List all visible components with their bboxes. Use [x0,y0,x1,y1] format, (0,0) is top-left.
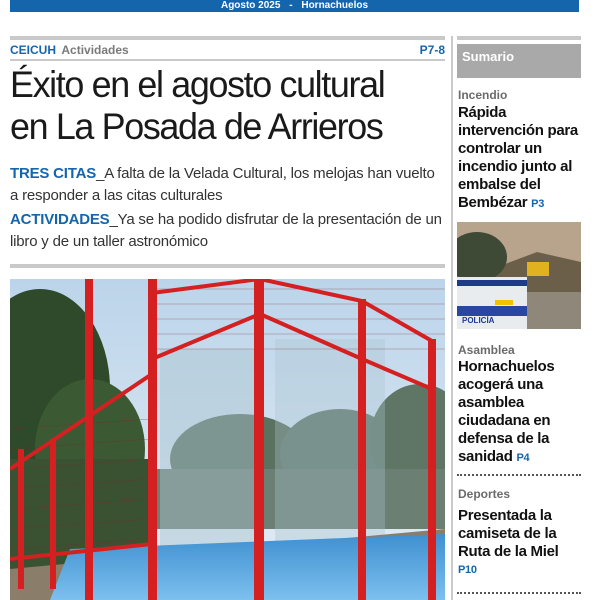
sidebar-page-3: P10 [458,564,477,576]
deck-1-keyword: TRES CITAS [10,165,97,182]
sidebar-dotted-divider-bottom [457,592,581,594]
sidebar-kicker-3: Deportes [458,487,511,501]
padel-court-photo [10,279,445,600]
headline-line-2: en La Posada de Arrieros [10,106,383,147]
masthead-bar [0,0,600,14]
sidebar-headline-2 [458,358,582,467]
sidebar-kicker-1: Incendio [458,88,508,102]
masthead-separator: - [289,0,293,11]
sidebar-kicker-2: Asamblea [458,343,515,357]
sidebar-dotted-divider [457,474,581,476]
issue-date: Agosto 2025 [220,0,281,11]
photo-rule [10,264,445,268]
sidebar-headline-3-text: Presentada la camiseta de la Ruta de la Miel [458,507,559,560]
page-reference: P7-8 [419,43,445,57]
sidebar-headline-2-text: Hornachuelos acogerá una asamblea ciudadana en defensa de la sanidad [458,358,555,465]
sidebar-page-2: P4 [516,452,530,464]
masthead-strip [10,0,579,12]
police-label: POLICÍA [462,316,495,325]
section-rule [10,36,445,40]
deck-2 [10,209,446,253]
town-name: Hornachuelos [301,0,369,11]
fire-scene-photo [457,222,581,329]
sidebar-rule [457,36,581,40]
deck-2-text: _Ya se ha podido disfrutar de la presentación de un libro y de un taller astronómico [10,211,442,250]
section-name: CEICUH [10,43,57,57]
sidebar-page-1: P3 [531,198,545,210]
article-headline [10,64,437,148]
column-divider [451,36,453,600]
subsection-name: Actividades [61,43,129,57]
deck-2-keyword: ACTIVIDADES [10,211,110,228]
sidebar-headline-3 [458,507,582,579]
section-label [10,43,445,61]
headline-line-1: Éxito en el agosto cultural [10,64,385,105]
sidebar-title: Sumario [457,44,581,78]
sidebar-headline-1-text: Rápida intervención para controlar un incendio junto al embalse del Bembézar [458,104,578,211]
deck-1 [10,163,446,207]
deck-1-text: _A falta de la Velada Cultural, los melojas han vuelto a responder a las citas culturales [10,165,435,204]
sidebar-headline-1 [458,104,582,213]
